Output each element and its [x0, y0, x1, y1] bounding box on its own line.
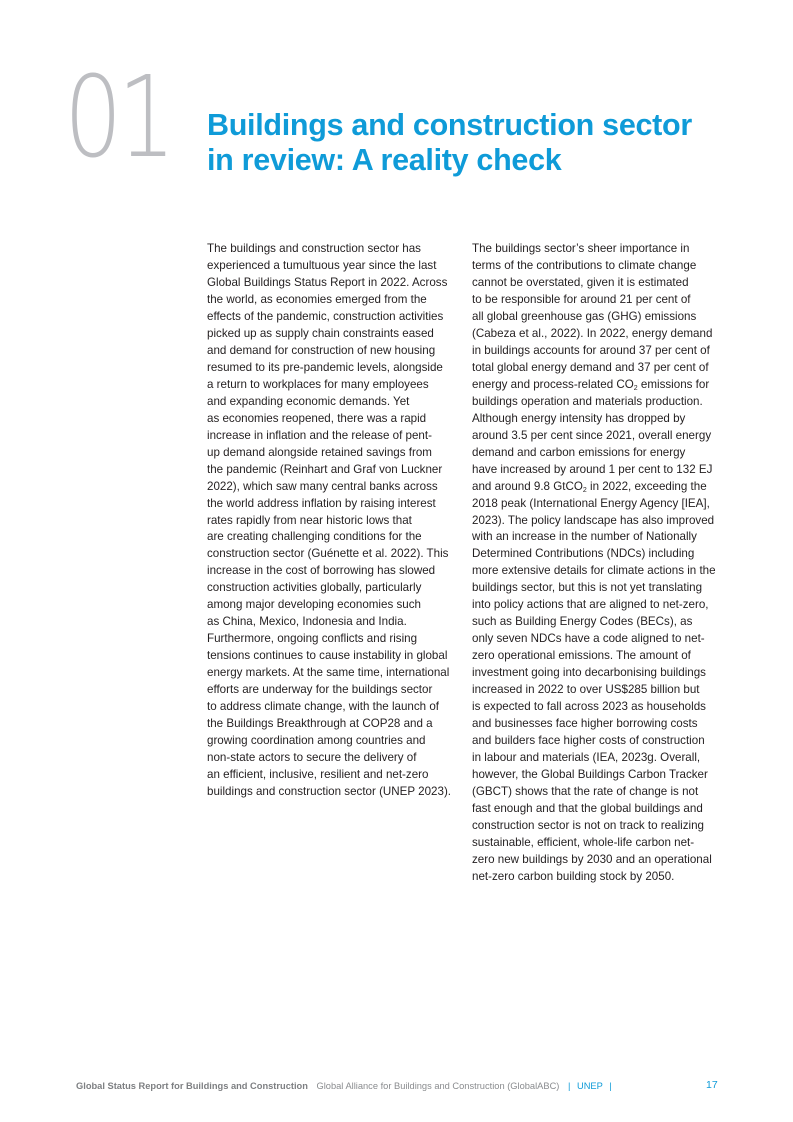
text-line: cannot be overstated, given it is estimated — [472, 275, 689, 289]
text-line: Global Buildings Status Report in 2022. Across — [207, 275, 448, 289]
text-line: construction activities globally, particularly — [207, 581, 422, 595]
text-line: as China, Mexico, Indonesia and India. — [207, 615, 407, 629]
footer-alliance: Global Alliance for Buildings and Construction (GlobalABC) — [316, 1081, 560, 1091]
text-line: and businesses face higher borrowing costs — [472, 717, 698, 731]
text-line: increase in the cost of borrowing has slowed — [207, 564, 436, 578]
text-line: experienced a tumultuous year since the last — [207, 258, 437, 272]
text-line: growing coordination among countries and — [207, 734, 426, 748]
text-line: the Buildings Breakthrough at COP28 and a — [207, 717, 433, 731]
text-line: net-zero carbon building stock by 2050. — [472, 869, 675, 883]
footer-separator: | — [609, 1081, 612, 1091]
text-line: among major developing economies such — [207, 598, 421, 612]
text-line: and expanding economic demands. Yet — [207, 394, 410, 408]
text-line — [472, 377, 722, 394]
text-line: to be responsible for around 21 per cent of — [472, 292, 691, 306]
text-line: picked up as supply chain constraints eased — [207, 326, 434, 340]
text-line: Although energy intensity has dropped by — [472, 411, 686, 425]
text-line: have increased by around 1 per cent to 132 EJ — [472, 462, 713, 476]
text-line: (Cabeza et al., 2022). In 2022, energy demand — [472, 326, 713, 340]
text-line: tensions continues to cause instability in global — [207, 649, 448, 663]
text-line: total global energy demand and 37 per cent of — [472, 360, 709, 374]
text-line: efforts are underway for the buildings sector — [207, 683, 433, 697]
text-line: energy markets. At the same time, international — [207, 666, 450, 680]
subscript-2: 2 — [582, 486, 587, 494]
footer-org: UNEP — [577, 1081, 603, 1091]
text-line: construction sector is not on track to realizing — [472, 818, 704, 832]
text-line: buildings operation and materials production. — [472, 394, 703, 408]
text-line: in buildings accounts for around 37 per cent of — [472, 343, 710, 357]
text-line: 2018 peak (International Energy Agency [IEA], — [472, 496, 710, 510]
page-footer — [76, 1080, 726, 1092]
text-line: to address climate change, with the launch of — [207, 700, 440, 714]
text-line: are creating challenging conditions for the — [207, 530, 422, 544]
text-line: a return to workplaces for many employees — [207, 377, 429, 391]
text-line: only seven NDCs have a code aligned to net- — [472, 632, 705, 646]
footer-separator: | — [567, 1081, 571, 1091]
text-line: fast enough and that the global buildings and — [472, 801, 703, 815]
text-line: with an increase in the number of Nationally — [472, 530, 697, 544]
text-fragment: energy and process-related CO — [472, 377, 634, 391]
text-line: around 3.5 per cent since 2021, overall energy — [472, 428, 712, 442]
text-fragment: emissions for — [637, 377, 710, 391]
text-line: is expected to fall across 2023 as households — [472, 700, 706, 714]
text-line: Determined Contributions (NDCs) including — [472, 547, 695, 561]
text-line: demand and carbon emissions for energy — [472, 445, 686, 459]
text-line: as economies reopened, there was a rapid — [207, 411, 427, 425]
text-line: the world, as economies emerged from the — [207, 292, 427, 306]
text-line: increase in inflation and the release of pent- — [207, 428, 432, 442]
text-line: more extensive details for climate actions in the — [472, 564, 716, 578]
text-line: zero operational emissions. The amount of — [472, 649, 691, 663]
footer-report-title: Global Status Report for Buildings and Construction — [76, 1081, 308, 1091]
page-number: 17 — [706, 1079, 718, 1091]
text-line: investment going into decarbonising buildings — [472, 666, 706, 680]
text-line: The buildings and construction sector has — [207, 242, 421, 255]
text-line: The buildings sector’s sheer importance in — [472, 242, 690, 255]
text-line: the pandemic (Reinhart and Graf von Luckner — [207, 462, 443, 476]
chapter-title-line-2: in review: A reality check — [207, 143, 562, 177]
text-line: Furthermore, ongoing conflicts and rising — [207, 632, 418, 646]
text-line: (GBCT) shows that the rate of change is not — [472, 785, 699, 798]
text-line: construction sector (Guénette et al. 2022). This — [207, 547, 449, 561]
right-paragraph — [472, 241, 722, 886]
text-line: and demand for construction of new housing — [207, 343, 436, 357]
text-line: up demand alongside retained savings from — [207, 445, 432, 459]
text-line: an efficient, inclusive, resilient and net-zero — [207, 768, 429, 782]
text-line: such as Building Energy Codes (BECs), as — [472, 615, 693, 629]
right-column — [472, 241, 722, 886]
text-line: buildings and construction sector (UNEP 2023). — [207, 785, 452, 798]
text-line: rates rapidly from near historic lows that — [207, 513, 412, 527]
text-line: 2022), which saw many central banks across — [207, 479, 438, 493]
text-line: all global greenhouse gas (GHG) emissions — [472, 309, 697, 323]
text-line: effects of the pandemic, construction activities — [207, 309, 444, 323]
text-line: terms of the contributions to climate change — [472, 258, 697, 272]
left-column — [207, 241, 457, 801]
text-line: buildings sector, but this is not yet translating — [472, 581, 703, 595]
text-line — [472, 479, 722, 496]
text-fragment: in 2022, exceeding the — [586, 479, 707, 493]
text-line: into policy actions that are aligned to net-zero, — [472, 598, 709, 612]
text-fragment: and around 9.8 GtCO — [472, 479, 583, 493]
text-line: the world address inflation by raising interest — [207, 496, 436, 510]
text-line: zero new buildings by 2030 and an operational — [472, 852, 712, 866]
text-line: resumed to its pre-pandemic levels, alongside — [207, 360, 443, 374]
text-line: and builders face higher costs of construction — [472, 734, 705, 748]
text-line: however, the Global Buildings Carbon Tracker — [472, 768, 708, 782]
left-paragraph — [207, 241, 457, 801]
text-line: increased in 2022 to over US$285 billion but — [472, 683, 700, 697]
chapter-title — [207, 108, 747, 178]
chapter-title-line-1: Buildings and construction sector — [207, 108, 692, 142]
text-line: 2023). The policy landscape has also improved — [472, 513, 715, 527]
text-line: in labour and materials (IEA, 2023g. Overall, — [472, 751, 701, 765]
text-line: non-state actors to secure the delivery of — [207, 751, 417, 765]
text-line: sustainable, efficient, whole-life carbon net- — [472, 835, 695, 849]
subscript-2: 2 — [633, 384, 638, 392]
chapter-number: 01 — [64, 53, 172, 183]
